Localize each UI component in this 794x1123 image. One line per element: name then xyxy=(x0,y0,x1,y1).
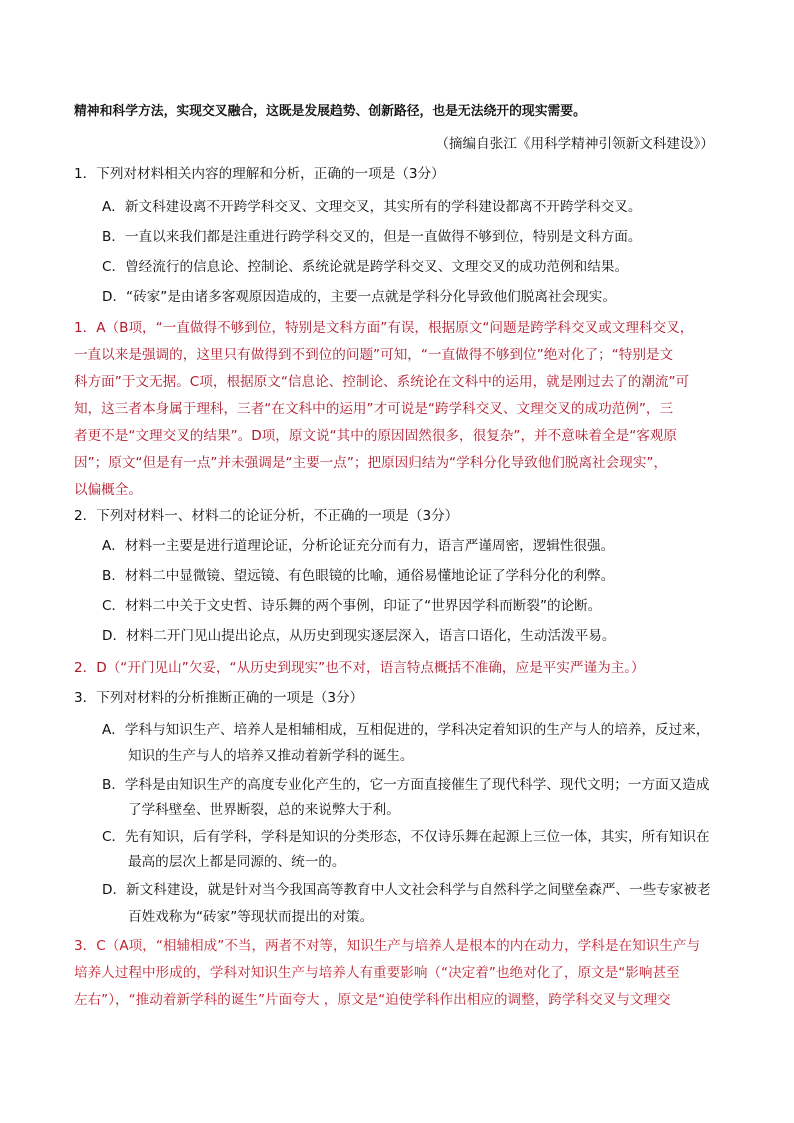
q3-option-a: A．学科与知识生产、培养人是相辅相成，互相促进的，学科决定着知识的生产与人的培养，反过来， xyxy=(102,722,710,738)
q1-answer-line: 者更不是“文理交叉的结果”。D项，原文说“其中的原因固然很多，很复杂”，并不意味着全是“客观原 xyxy=(74,428,678,444)
q2-option-c: C．材料二中关于文史哲、诗乐舞的两个事例，印证了“世界因学科而断裂”的论断。 xyxy=(102,598,602,614)
q1-answer-line: 因”；原文“但是有一点”并未强调是“主要一点”；把原因归结为“学科分化导致他们脱离社会现实”， xyxy=(74,455,668,471)
q1-answer-line: 知，这三者本身属于理科，三者“在文科中的运用”才可说是“跨学科交叉、文理交叉的成功范例”，三 xyxy=(74,401,674,417)
q3-option-b-cont: 了学科壁垒、世界断裂，总的来说弊大于利。 xyxy=(128,802,400,818)
q3-option-d: D．新文科建设，就是针对当今我国高等教育中人文社会科学与自然科学之间壁垒森严、一些专家被老 xyxy=(102,882,711,898)
q1-answer-line: 以偏概全。 xyxy=(74,482,142,498)
q1-option-d: D．“砖家”是由诸多客观原因造成的，主要一点就是学科分化导致他们脱离社会现实。 xyxy=(102,289,616,305)
q3-option-c: C．先有知识，后有学科，学科是知识的分类形态，不仅诗乐舞在起源上三位一体，其实，所有知识在 xyxy=(102,829,710,845)
intro-line: 精神和科学方法，实现交叉融合，这既是发展趋势、创新路径，也是无法绕开的现实需要。 xyxy=(74,104,586,119)
q1-answer-line: 1．A（B项，“一直做得不够到位，特别是文科方面”有误，根据原文“问题是跨学科交叉或文理科交叉， xyxy=(74,320,694,336)
question-3-stem: 3．下列对材料的分析推断正确的一项是（3分） xyxy=(74,690,364,706)
question-2-stem: 2．下列对材料一、材料二的论证分析，不正确的一项是（3分） xyxy=(74,508,459,524)
q3-answer-line: 左右”），“推动着新学科的诞生”片面夸大 ，原文是“迫使学科作出相应的调整，跨学科交叉与文理交 xyxy=(74,992,671,1008)
q1-option-b: B．一直以来我们都是注重进行跨学科交叉的，但是一直做得不够到位，特别是文科方面。 xyxy=(102,229,642,245)
q3-answer-line: 培养人过程中形成的，学科对知识生产与培养人有重要影响（“决定着”也绝对化了，原文是“影响甚至 xyxy=(74,965,680,981)
q1-option-c: C．曾经流行的信息论、控制论、系统论就是跨学科交叉、文理交叉的成功范例和结果。 xyxy=(102,259,629,275)
q1-answer-line: 科方面”于文无据。C项，根据原文“信息论、控制论、系统论在文科中的运用，就是刚过去了的潮流”可 xyxy=(74,374,690,390)
q3-option-c-cont: 最高的层次上都是同源的、统一的。 xyxy=(128,854,346,870)
q3-option-d-cont: 百姓戏称为“砖家”等现状而提出的对策。 xyxy=(128,909,374,925)
q1-option-a: A．新文科建设离不开跨学科交叉、文理交叉，其实所有的学科建设都离不开跨学科交叉。 xyxy=(102,199,642,215)
source-citation: （摘编自张江《用科学精神引领新文科建设》） xyxy=(435,136,714,152)
q2-answer-line: 2．D（“开门见山”欠妥，“从历史到现实”也不对，语言特点概括不准确，应是平实严谨为主。） xyxy=(74,660,645,676)
q2-option-a: A．材料一主要是进行道理论证，分析论证充分而有力，语言严谨周密，逻辑性很强。 xyxy=(102,538,615,554)
q3-option-b: B．学科是由知识生产的高度专业化产生的，它一方面直接催生了现代科学、现代文明；一方面又造成 xyxy=(102,777,710,793)
q2-option-d: D．材料二开门见山提出论点，从历史到现实逐层深入，语言口语化，生动活泼平易。 xyxy=(102,628,616,644)
q2-option-b: B．材料二中显微镜、望远镜、有色眼镜的比喻，通俗易懂地论证了学科分化的利弊。 xyxy=(102,568,615,584)
q3-answer-line: 3．C（A项，“相辅相成”不当，两者不对等，知识生产与培养人是根本的内在动力，学科是在知识生产与 xyxy=(74,938,701,954)
question-1-stem: 1．下列对材料相关内容的理解和分析，正确的一项是（3分） xyxy=(74,166,445,182)
q3-option-a-cont: 知识的生产与人的培养又推动着新学科的诞生。 xyxy=(128,748,414,764)
q1-answer-line: 一直以来是强调的，这里只有做得到不到位的问题”可知，“一直做得不够到位”绝对化了；“特别是文 xyxy=(74,347,674,363)
